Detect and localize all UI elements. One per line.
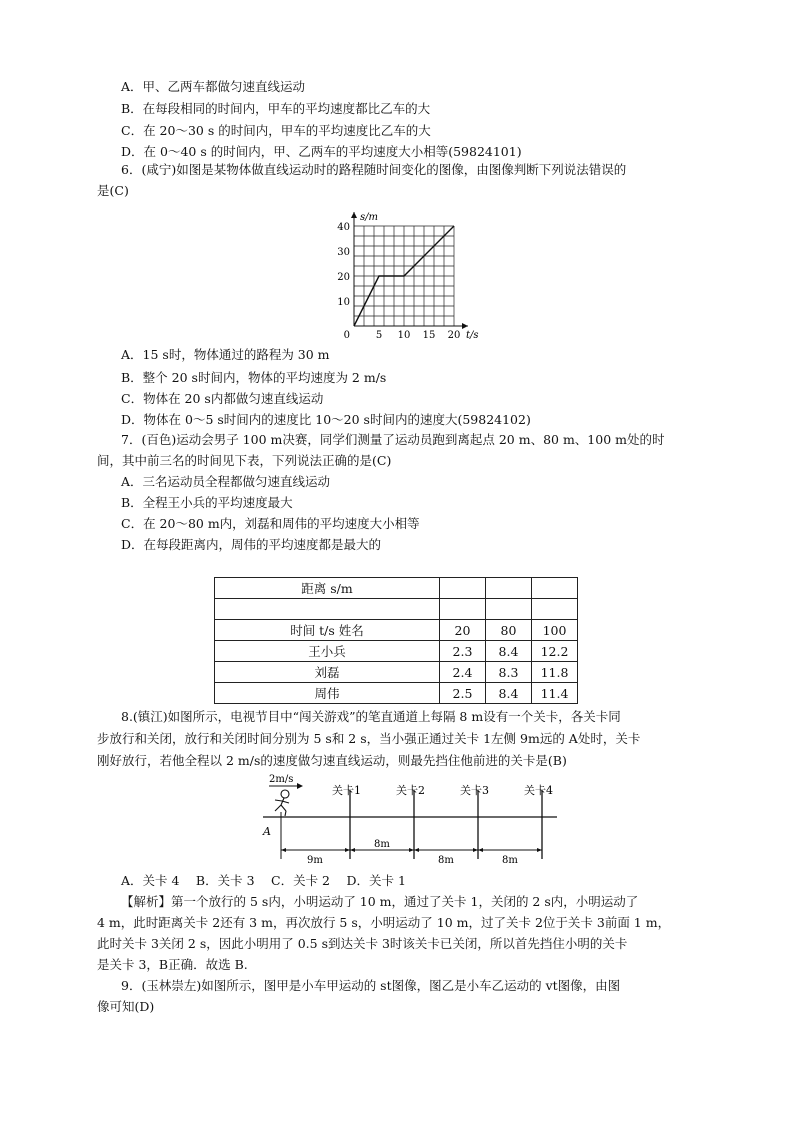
q8-analysis-line1: 【解析】第一个放行的 5 s内，小明运动了 10 m，通过了关卡 1，关闭的 2 s内，小明运动了 (121, 894, 639, 909)
runner-time: 2.4 (440, 662, 486, 683)
x-tick-label: 10 (397, 330, 411, 341)
q7-option-a: A．三名运动员全程都做匀速直线运动 (121, 474, 331, 489)
table-row (215, 641, 578, 662)
runner-time: 2.5 (440, 683, 486, 704)
y-axis-arrow-icon (351, 212, 357, 218)
q8-stem-line3: 刚好放行，若他全程以 2 m/s的速度做匀速直线运动，则最先挡住他前进的关卡是(B) (97, 753, 567, 768)
table-row (215, 662, 578, 683)
q8-stem-line1: 8.(镇江)如图所示，电视节目中“闯关游戏”的笔直通道上每隔 8 m设有一个关卡，各关卡同 (121, 709, 621, 724)
gap-4-label: 8m (502, 855, 518, 864)
x-tick-label: 20 (447, 330, 461, 341)
q5-option-a: A．甲、乙两车都做匀速直线运动 (121, 79, 306, 94)
gate-diagram (255, 772, 565, 868)
runner-time: 2.3 (440, 641, 486, 662)
q8-analysis-line4: 是关卡 3，B正确．故选 B. (97, 957, 248, 972)
q7-stem-line1: 7．(百色)运动会男子 100 m决赛，同学们测量了运动员跑到离起点 20 m、80 m、100 m处的时 (121, 432, 665, 447)
gap-1-label: 9m (307, 855, 323, 864)
y-tick-label: 30 (337, 247, 350, 258)
table-row (215, 683, 578, 704)
table-distance: 20 (440, 620, 486, 641)
y-axis-label: s/m (360, 212, 378, 223)
q6-stem-line2: 是(C) (97, 183, 129, 198)
runner-name: 刘磊 (215, 662, 440, 683)
q7-option-c: C．在 20～80 m内，刘磊和周伟的平均速度大小相等 (121, 516, 420, 531)
q8-stem-line2: 步放行和关闭，放行和关闭时间分别为 5 s和 2 s，当小强正通过关卡 1左侧 9m远的 A处时，关卡 (97, 731, 641, 746)
x-tick-label: 15 (422, 330, 436, 341)
gate-2-label: 关卡2 (396, 784, 425, 797)
q9-stem-line1: 9．(玉林崇左)如图所示，图甲是小车甲运动的 st图像，图乙是小车乙运动的 vt图像，由图 (121, 978, 621, 993)
arrow-head-icon (297, 783, 303, 789)
runner-icon (275, 790, 289, 816)
q8-analysis-line3: 此时关卡 3关闭 2 s，因此小明用了 0.5 s到达关卡 3时该关卡已关闭，所以首先挡住小明的关卡 (97, 936, 628, 951)
race-time-table (214, 577, 578, 704)
y-tick-label: 40 (337, 222, 350, 233)
gap-3-label: 8m (438, 855, 454, 864)
q6-option-a: A．15 s时，物体通过的路程为 30 m (121, 347, 330, 362)
x-tick-label: 5 (375, 330, 383, 341)
y-tick-label: 20 (337, 272, 350, 283)
x-axis-label: t/s (466, 330, 479, 341)
q7-option-b: B．全程王小兵的平均速度最大 (121, 495, 293, 510)
runner-time: 12.2 (532, 641, 578, 662)
table-distance: 80 (486, 620, 532, 641)
point-a-label: A (263, 825, 271, 838)
q5-option-b: B．在每段相同的时间内，甲车的平均速度都比乙车的大 (121, 101, 431, 116)
runner-time: 11.8 (532, 662, 578, 683)
q6-option-d: D．物体在 0～5 s时间内的速度比 10～20 s时间内的速度大(59824102) (121, 412, 531, 427)
q6-stem-line1: 6．(咸宁)如图是某物体做直线运动时的路程随时间变化的图像，由图像判断下列说法错误的 (121, 162, 627, 177)
runner-name: 周伟 (215, 683, 440, 704)
runner-time: 11.4 (532, 683, 578, 704)
q8-analysis-line2: 4 m，此时距离关卡 2还有 3 m，再次放行 5 s，小明运动了 10 m，过了关卡 2位于关卡 3前面 1 m， (97, 915, 671, 930)
y-tick-label: 10 (337, 297, 350, 308)
q5-option-d: D．在 0～40 s 的时间内，甲、乙两车的平均速度大小相等(59824101) (121, 144, 522, 159)
s-t-graph-svg (330, 206, 490, 344)
table-row (215, 599, 578, 620)
gap-2-label: 8m (374, 839, 390, 850)
gate-3-label: 关卡3 (460, 784, 489, 797)
s-t-graph (330, 206, 490, 348)
q6-option-c: C．物体在 20 s内都做匀速直线运动 (121, 391, 324, 406)
q7-stem-line2: 间，其中前三名的时间见下表，下列说法正确的是(C) (97, 453, 392, 468)
q6-option-b: B．整个 20 s时间内，物体的平均速度为 2 m/s (121, 370, 387, 385)
q8-options: A．关卡 4 B．关卡 3 C．关卡 2 D．关卡 1 (121, 873, 406, 888)
gate-4-label: 关卡4 (524, 784, 553, 797)
table-header-distance: 距离 s/m (215, 578, 440, 599)
runner-time: 8.3 (486, 662, 532, 683)
gate-diagram-svg (255, 772, 565, 864)
table-header-time-name: 时间 t/s 姓名 (215, 620, 440, 641)
q7-option-d: D．在每段距离内，周伟的平均速度都是最大的 (121, 537, 382, 552)
q5-option-c: C．在 20～30 s 的时间内，甲车的平均速度比乙车的大 (121, 123, 431, 138)
speed-label: 2m/s (269, 774, 294, 785)
table-distance: 100 (532, 620, 578, 641)
runner-name: 王小兵 (215, 641, 440, 662)
origin-label: 0 (343, 330, 350, 341)
x-axis-arrow-icon (462, 323, 468, 329)
table-row (215, 620, 578, 641)
runner-time: 8.4 (486, 641, 532, 662)
gate-1-label: 关卡1 (332, 784, 361, 797)
runner-time: 8.4 (486, 683, 532, 704)
table-row (215, 578, 578, 599)
q9-stem-line2: 像可知(D) (97, 999, 155, 1014)
